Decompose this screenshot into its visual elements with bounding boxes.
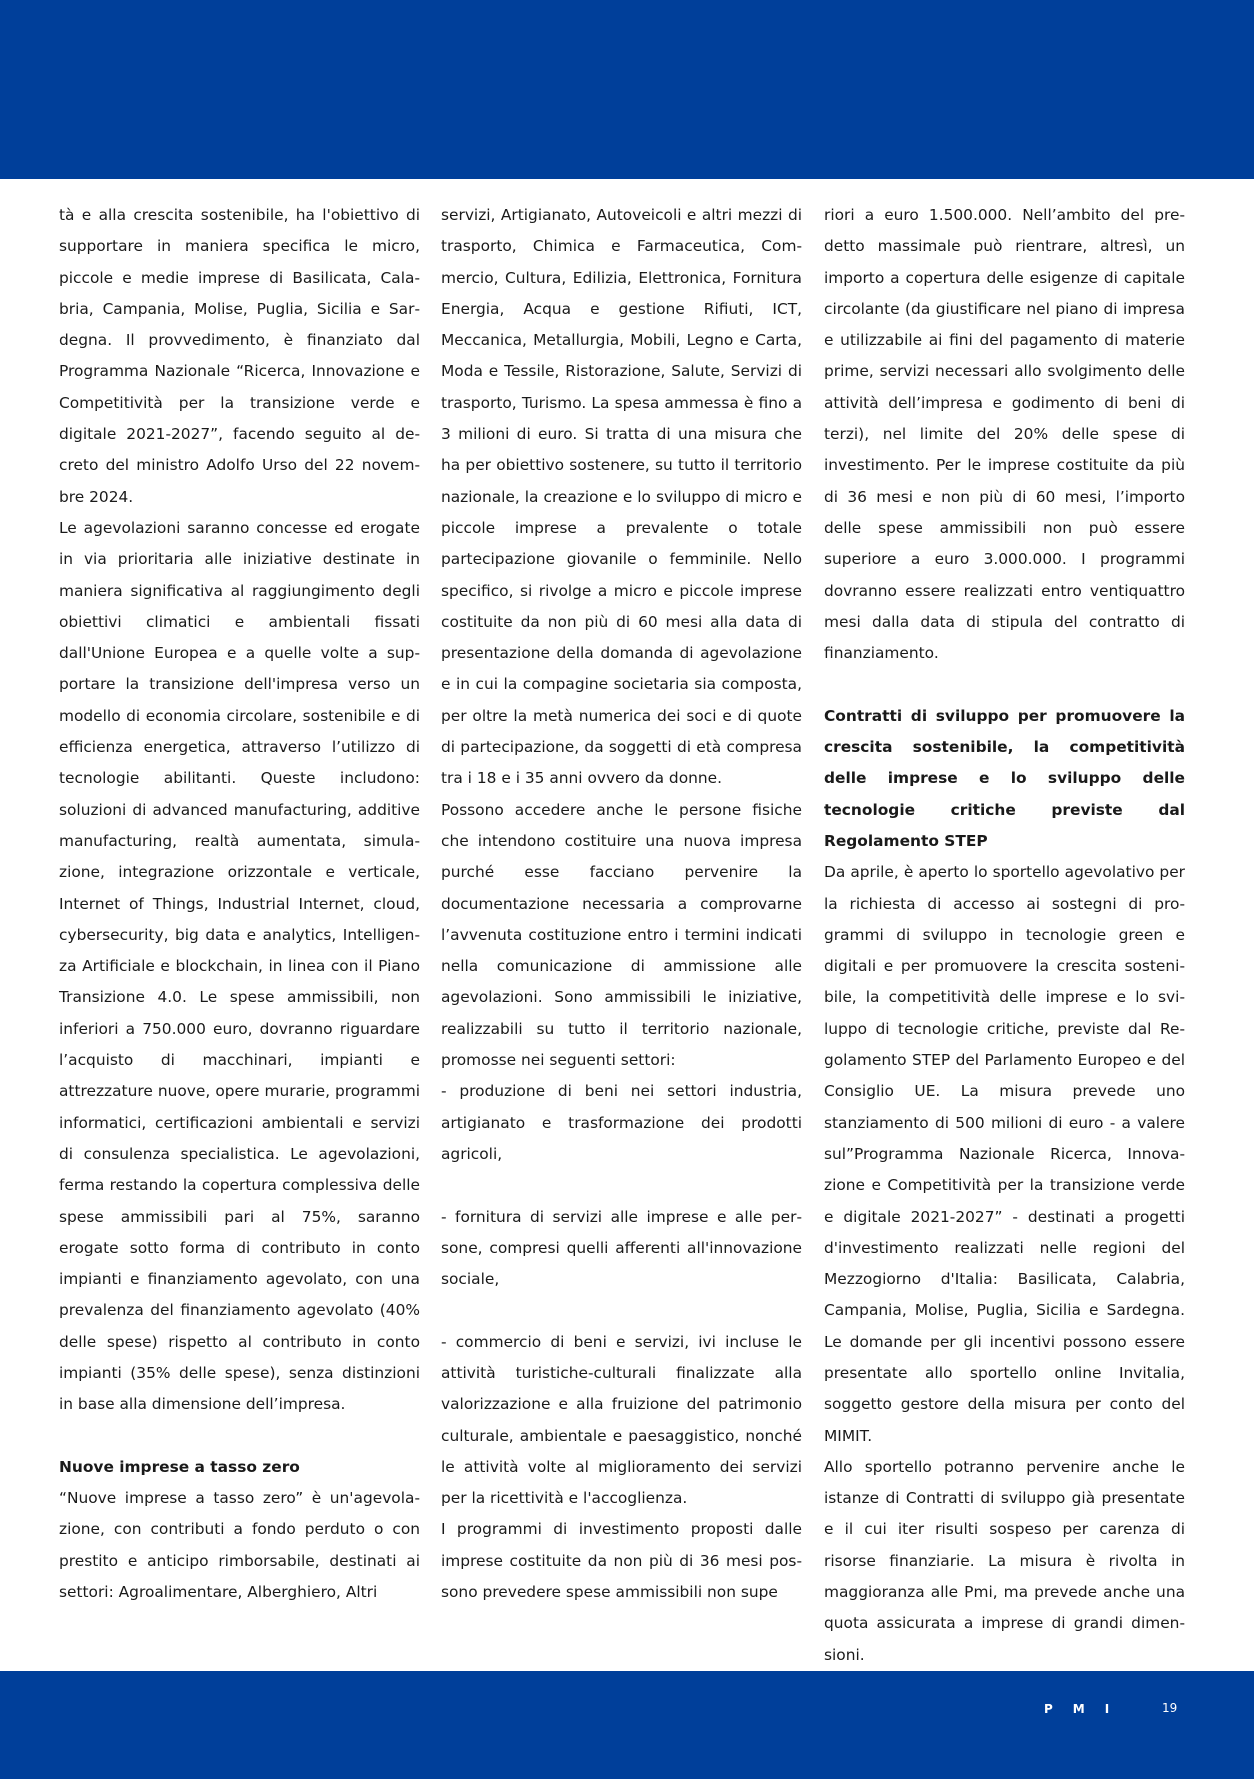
spacer — [824, 669, 1185, 700]
paragraph: servizi, Artigianato, Autoveicoli e altri mezzi di trasporto, Chimica e Farmaceutica, Commercio, Cultura, Edilizia, Elettronica, Fornitura Energia, Acqua e gestione Rifiuti, ICT, Meccanica, Metallurgia, Mobili, Legno e Carta, Moda e Tessile, Ristorazione, Salute, Servizi di trasporto, Turismo. La spesa ammessa è fino a 3 milioni di euro. Si tratta di una misura che ha per obiettivo sostenere, su tutto il territorio nazionale, la creazione e lo sviluppo di micro e piccole imprese a prevalente o totale partecipazione giovanile o femminile. Nello specifico, si rivolge a micro e piccole imprese costituite da non più di 60 mesi alla data di presentazione della domanda di agevolazione e in cui la compagine societaria sia composta, per oltre la metà numerica dei soci e di quote di partecipazione, da soggetti di età compresa tra i 18 e i 35 anni ovvero da donne. — [441, 206, 802, 788]
page-footer — [1030, 1697, 1210, 1727]
text-column-1 — [59, 200, 420, 1608]
paragraph: Da aprile, è aperto lo sportello agevolativo per la richiesta di accesso ai sostegni di programmi di sviluppo in tecnologie green e digitali e per promuovere la crescita sostenibile, la competitività delle imprese e lo sviluppo di tecnologie critiche, previste dal Regolamento STEP del Parlamento Europeo e del Consiglio UE. La misura prevede uno stanziamento di 500 milioni di euro - a valere sul”Programma Nazionale Ricerca, Innovazione e Competitività per la transizione verde e digitale 2021-2027” - destinati a progetti d'investimento realizzati nelle regioni del Mezzogiorno d'Italia: Basilicata, Calabria, Campania, Molise, Puglia, Sicilia e Sardegna. Le domande per gli incentivi possono essere presentate allo sportello online Invitalia, soggetto gestore della misura per conto del MIMIT. — [824, 863, 1185, 1445]
paragraph: tà e alla crescita sostenibile, ha l'obiettivo di supportare in maniera specifica le micro, piccole e medie imprese di Basilicata, Calabria, Campania, Molise, Puglia, Sicilia e Sardegna. Il provvedimento, è finanziato dal Programma Nazionale “Ricerca, Innovazione e Competitività per la transizione verde e digitale 2021-2027”, facendo seguito al decreto del ministro Adolfo Urso del 22 novembre 2024. — [59, 206, 420, 506]
spacer — [59, 1421, 420, 1452]
paragraph: Le agevolazioni saranno concesse ed erogate in via prioritaria alle iniziative destinate in maniera significativa al raggiungimento degli obiettivi climatici e ambientali fissati dall'Unione Europea e a quelle volte a supportare la transizione dell'impresa verso un modello di economia circolare, sostenibile e di efficienza energetica, attraverso l’utilizzo di tecnologie abilitanti. Queste includono: soluzioni di advanced manufacturing, additive manufacturing, realtà aumentata, simulazione, integrazione orizzontale e verticale, Internet of Things, Industrial Internet, cloud, cybersecurity, big data e analytics, Intelligenza Artificiale e blockchain, in linea con il Piano Transizione 4.0. Le spese ammissibili, non inferiori a 750.000 euro, dovranno riguardare l’acquisto di macchinari, impianti e attrezzature nuove, opere murarie, programmi informatici, certificazioni ambientali e servizi di consulenza specialistica. Le agevolazioni, ferma restando la copertura complessiva delle spese ammissibili pari al 75%, saranno erogate sotto forma di contributo in conto impianti e finanziamento agevolato, con una prevalenza del finanziamento agevolato (40% delle spese) rispetto al contributo in conto impianti (35% delle spese), senza distinzioni in base alla dimensione dell’impresa. — [59, 518, 420, 1414]
paragraph: “Nuove imprese a tasso zero” è un'agevolazione, con contributi a fondo perduto o con prestito e anticipo rimborsabile, destinati ai settori: Agroalimentare, Alberghiero, Altri — [59, 1489, 420, 1602]
spacer — [441, 1295, 802, 1326]
paragraph: riori a euro 1.500.000. Nell’ambito del predetto massimale può rientrare, altresì, un importo a copertura delle esigenze di capitale circolante (da giustificare nel piano di impresa e utilizzabile ai fini del pagamento di materie prime, servizi necessari allo svolgimento delle attività dell’impresa e godimento di beni di terzi), nel limite del 20% delle spese di investimento. Per le imprese costituite da più di 36 mesi e non più di 60 mesi, l’importo delle spese ammissibili non può essere superiore a euro 3.000.000. I programmi dovranno essere realizzati entro ventiquattro mesi dalla data di stipula del contratto di finanziamento. — [824, 206, 1185, 663]
header-band — [0, 0, 1254, 179]
paragraph: - fornitura di servizi alle imprese e alle persone, compresi quelli afferenti all'innovazione sociale, — [441, 1207, 802, 1289]
text-column-3 — [824, 200, 1185, 1671]
paragraph: - commercio di beni e servizi, ivi incluse le attività turistiche-culturali finalizzate alla valorizzazione e alla fruizione del patrimonio culturale, ambientale e paesaggistico, nonché le attività volte al miglioramento dei servizi per la ricettività e l'accoglienza. — [441, 1332, 802, 1508]
spacer — [441, 1170, 802, 1201]
magazine-name: PMI — [1044, 1702, 1130, 1716]
section-heading: Contratti di sviluppo per promuovere la crescita sostenibile, la competitività delle imprese e lo sviluppo delle tecnologie critiche previste dal Regolamento STEP — [824, 706, 1185, 850]
section-heading: Nuove imprese a tasso zero — [59, 1457, 300, 1476]
paragraph: I programmi di investimento proposti dalle imprese costituite da non più di 36 mesi possono prevedere spese ammissibili non supe — [441, 1520, 802, 1602]
paragraph: - produzione di beni nei settori industria, artigianato e trasformazione dei prodotti agricoli, — [441, 1082, 802, 1163]
page-number: 19 — [1162, 1701, 1178, 1715]
paragraph: Possono accedere anche le persone fisiche che intendono costituire una nuova impresa purché esse facciano pervenire la documentazione necessaria a comprovarne l’avvenuta costituzione entro i termini indicati nella comunicazione di ammissione alle agevolazioni. Sono ammissibili le iniziative, realizzabili su tutto il territorio nazionale, promosse nei seguenti settori: — [441, 800, 802, 1070]
text-column-2 — [441, 200, 802, 1608]
paragraph: Allo sportello potranno pervenire anche le istanze di Contratti di sviluppo già presentate e il cui iter risulti sospeso per carenza di risorse finanziarie. La misura è rivolta in maggioranza alle Pmi, ma prevede anche una quota assicurata a imprese di grandi dimensioni. — [824, 1457, 1185, 1664]
